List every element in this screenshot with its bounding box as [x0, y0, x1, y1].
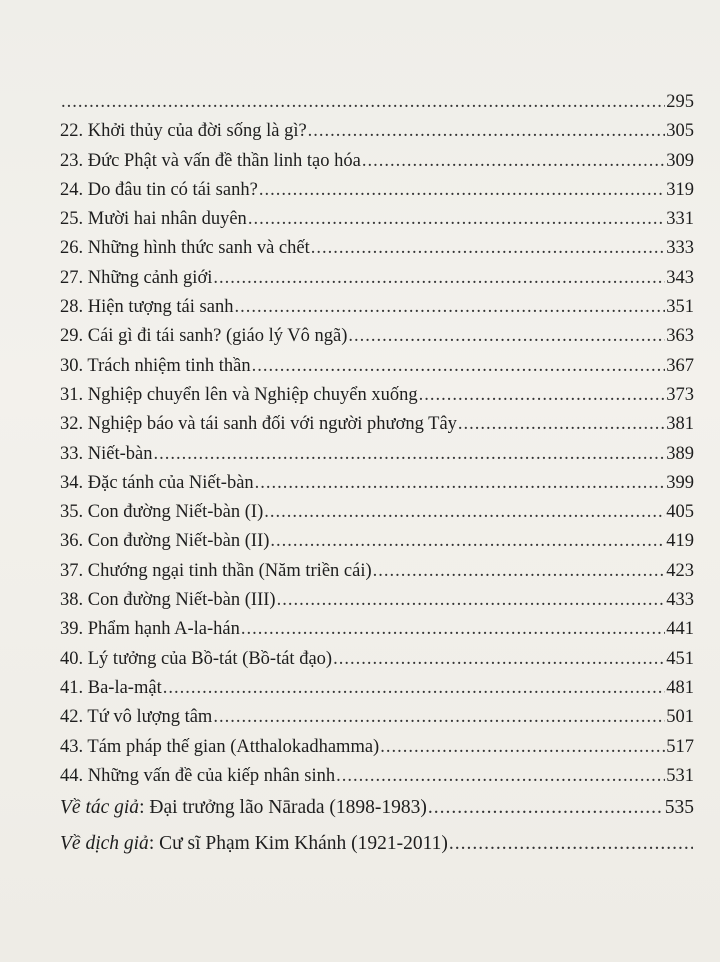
dot-leader	[248, 209, 665, 230]
toc-entry-label: 38. Con đường Niết-bàn (III)	[60, 590, 276, 611]
page-number: 319	[666, 179, 694, 200]
toc-row	[60, 268, 694, 297]
dot-leader	[308, 121, 666, 142]
table-of-contents	[60, 92, 694, 867]
dot-leader	[362, 151, 665, 172]
toc-entry-label: 37. Chướng ngại tinh thần (Năm triền cái)	[60, 560, 372, 581]
toc-row	[60, 737, 694, 766]
page-number: 381	[666, 414, 694, 435]
page-number: 389	[666, 443, 694, 464]
toc-entry-label: 34. Đặc tánh của Niết-bàn	[60, 472, 254, 493]
dot-leader	[213, 707, 665, 728]
toc-row	[60, 649, 694, 678]
toc-entry-label: 36. Con đường Niết-bàn (II)	[60, 531, 270, 552]
toc-entry-label: 25. Mười hai nhân duyên	[60, 209, 247, 230]
page-number: 481	[666, 677, 694, 698]
toc-row	[60, 326, 694, 355]
page-number: 441	[666, 619, 694, 640]
toc-row	[60, 444, 694, 473]
about-text: : Đại trưởng lão Nārada (1898-1983)	[139, 797, 427, 819]
page-number: 405	[666, 502, 694, 523]
toc-row	[60, 678, 694, 707]
toc-row	[60, 121, 694, 150]
about-lead: Về tác giả	[60, 797, 140, 819]
page-number: 419	[666, 531, 694, 552]
dot-leader	[241, 619, 665, 640]
dot-leader	[234, 297, 665, 318]
toc-entry-label: 27. Những cảnh giới	[60, 267, 213, 288]
page-number: 451	[666, 648, 694, 669]
page-number: 343	[666, 267, 694, 288]
toc-row	[60, 297, 694, 326]
toc-row	[60, 209, 694, 238]
toc-entry-label: 44. Những vấn đề của kiếp nhân sinh	[60, 765, 336, 786]
toc-entry-label: 39. Phẩm hạnh A-la-hán	[60, 619, 240, 640]
toc-row	[60, 502, 694, 531]
dot-leader	[264, 502, 665, 523]
toc-entry-label: 22. Khởi thủy của đời sống là gì?	[60, 121, 307, 142]
dot-leader	[458, 414, 665, 435]
page-number: 305	[666, 121, 694, 142]
dot-leader	[252, 356, 666, 377]
dot-leader	[311, 238, 666, 259]
page-number: 367	[666, 355, 694, 376]
page-number: 363	[666, 326, 694, 347]
dot-leader	[259, 180, 665, 201]
toc-row	[60, 92, 694, 121]
page-number: 333	[666, 238, 694, 259]
toc-row	[60, 561, 694, 590]
toc-entry-label: 32. Nghiệp báo và tái sanh đối với người phương Tây	[60, 414, 457, 435]
about-text: : Cư sĩ Phạm Kim Khánh (1921-2011)	[148, 833, 448, 855]
toc-row	[60, 180, 694, 209]
toc-entry-label: 40. Lý tưởng của Bồ-tát (Bồ-tát đạo)	[60, 648, 333, 669]
toc-row	[60, 619, 694, 648]
page-number: 423	[666, 560, 694, 581]
toc-entry-label: 31. Nghiệp chuyển lên và Nghiệp chuyển xuống	[60, 384, 418, 405]
page-number: 433	[666, 590, 694, 611]
toc-row	[60, 385, 694, 414]
toc-entry-label: 41. Ba-la-mật	[60, 677, 162, 698]
page-number: 331	[666, 209, 694, 230]
page-number: 399	[666, 472, 694, 493]
dot-leader	[163, 678, 666, 699]
toc-row	[60, 151, 694, 180]
dot-leader	[270, 531, 665, 552]
dot-leader	[428, 797, 664, 819]
dot-leader	[333, 649, 665, 670]
page-number: 351	[666, 297, 694, 318]
toc-entry-label: 24. Do đâu tin có tái sanh?	[60, 179, 258, 200]
dot-leader	[153, 444, 665, 465]
page-number: 531	[666, 765, 694, 786]
toc-row	[60, 473, 694, 502]
page-number: 373	[666, 384, 694, 405]
toc-row	[60, 766, 694, 795]
page-number: 517	[666, 736, 694, 757]
page-number: 535	[664, 797, 694, 819]
dot-leader	[336, 766, 665, 787]
dot-leader	[419, 385, 666, 406]
about-lead: Về dịch giả	[60, 833, 149, 855]
dot-leader	[213, 268, 665, 289]
toc-row-translator	[60, 833, 694, 867]
dot-leader	[277, 590, 666, 611]
toc-entry-label: 30. Trách nhiệm tinh thần	[60, 355, 251, 376]
toc-entry-label: 28. Hiện tượng tái sanh	[60, 297, 234, 318]
dot-leader	[61, 92, 665, 113]
toc-entry-label: 43. Tám pháp thế gian (Atthalokadhamma)	[60, 736, 380, 757]
toc-row-author	[60, 797, 694, 831]
page-number: 295	[666, 92, 694, 112]
dot-leader	[380, 737, 665, 758]
toc-entry-label: 23. Đức Phật và vấn đề thần linh tạo hóa	[60, 150, 361, 171]
toc-row	[60, 414, 694, 443]
toc-entry-label: 35. Con đường Niết-bàn (I)	[60, 502, 264, 523]
toc-entry-label: 26. Những hình thức sanh và chết	[60, 238, 310, 259]
toc-row	[60, 590, 694, 619]
page-number: 309	[666, 150, 694, 171]
dot-leader	[373, 561, 666, 582]
toc-entry-label: 42. Tứ vô lượng tâm	[60, 707, 213, 728]
toc-row	[60, 531, 694, 560]
dot-leader	[255, 473, 666, 494]
toc-entry-label: 33. Niết-bàn	[60, 443, 153, 464]
toc-row	[60, 356, 694, 385]
page-number: 501	[666, 707, 694, 728]
dot-leader	[449, 833, 693, 855]
toc-row	[60, 707, 694, 736]
toc-entry-label: 29. Cái gì đi tái sanh? (giáo lý Vô ngã)	[60, 326, 348, 347]
dot-leader	[348, 326, 665, 347]
toc-row	[60, 238, 694, 267]
